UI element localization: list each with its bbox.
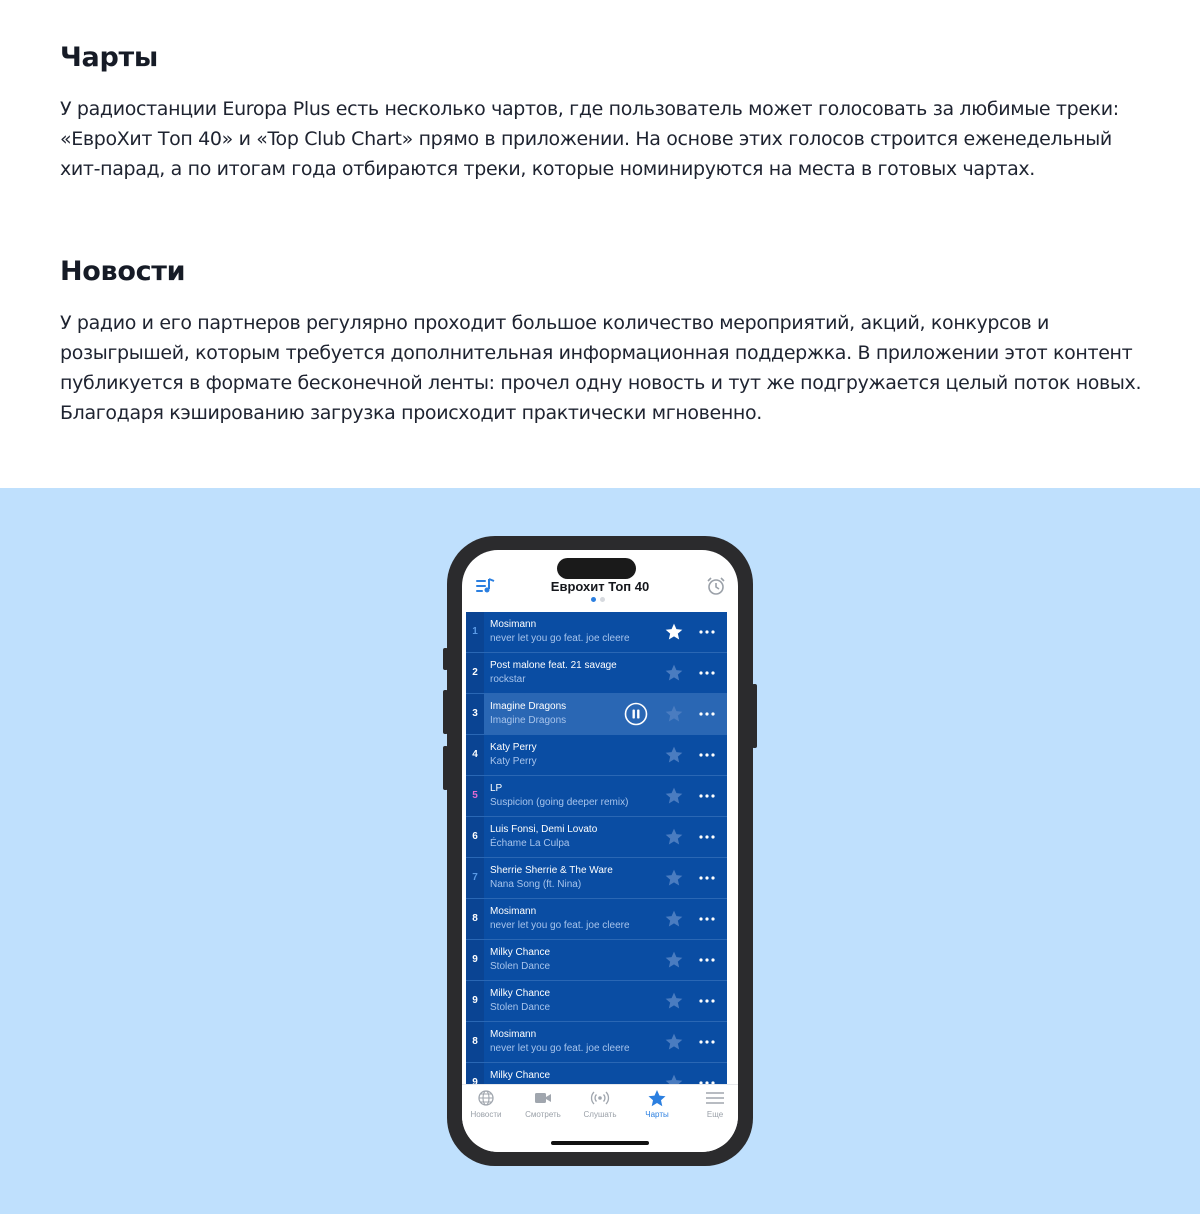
chart-row[interactable] bbox=[466, 899, 727, 940]
rank-column bbox=[466, 1063, 484, 1084]
tab-globe[interactable] bbox=[462, 1089, 514, 1119]
tab-label: Слушать bbox=[583, 1110, 617, 1119]
rank-number: 9 bbox=[472, 1077, 478, 1084]
more-options-icon[interactable] bbox=[698, 749, 716, 761]
home-indicator bbox=[551, 1141, 649, 1145]
tab-label: Чарты bbox=[645, 1110, 669, 1119]
vote-star-icon[interactable] bbox=[664, 909, 684, 929]
track-name: Stolen Dance bbox=[490, 961, 551, 972]
track-name: Suspicion (going deeper remix) bbox=[490, 797, 629, 808]
rank-number: 8 bbox=[472, 1036, 478, 1047]
chart-row[interactable] bbox=[466, 1022, 727, 1063]
artist-name: Luis Fonsi, Demi Lovato bbox=[490, 824, 598, 835]
charts-heading: Чарты bbox=[60, 42, 158, 73]
vote-star-icon[interactable] bbox=[664, 704, 684, 724]
chart-row[interactable] bbox=[466, 612, 727, 653]
vote-star-icon[interactable] bbox=[664, 868, 684, 888]
rank-column bbox=[466, 817, 484, 857]
charts-description: У радиостанции Europa Plus есть несколько чартов, где пользователь может голосовать за любимые треки: «ЕвроХит Топ 40» и «Top Club Chart» прямо в приложении. На основе этих голосов строится еженедельный хит-парад, а по итогам года отбираются треки, которые номинируются на места в готовых чартах. bbox=[60, 98, 1119, 180]
more-options-icon[interactable] bbox=[698, 1036, 716, 1048]
vote-star-icon[interactable] bbox=[664, 786, 684, 806]
vote-star-icon[interactable] bbox=[664, 745, 684, 765]
artist-name: Mosimann bbox=[490, 906, 537, 917]
artist-name: Katy Perry bbox=[490, 742, 537, 753]
rank-number: 5 bbox=[472, 790, 478, 801]
more-options-icon[interactable] bbox=[698, 913, 716, 925]
rank-column bbox=[466, 653, 484, 693]
more-options-icon[interactable] bbox=[698, 831, 716, 843]
page-dot-active bbox=[591, 597, 596, 602]
rank-column bbox=[466, 1022, 484, 1062]
rank-number: 1 bbox=[472, 626, 478, 637]
pause-icon[interactable] bbox=[624, 702, 648, 726]
rank-number: 9 bbox=[472, 995, 478, 1006]
more-options-icon[interactable] bbox=[698, 667, 716, 679]
more-options-icon[interactable] bbox=[698, 708, 716, 720]
track-name: never let you go feat. joe cleere bbox=[490, 920, 630, 931]
chart-row[interactable] bbox=[466, 858, 727, 899]
artist-name: Milky Chance bbox=[490, 988, 551, 999]
rank-number: 3 bbox=[472, 708, 478, 719]
rank-column bbox=[466, 940, 484, 980]
tab-label: Еще bbox=[706, 1110, 724, 1119]
rank-number: 7 bbox=[472, 872, 478, 883]
chart-row[interactable] bbox=[466, 817, 727, 858]
artist-name: Milky Chance bbox=[490, 1070, 551, 1081]
rank-number: 2 bbox=[472, 667, 478, 678]
tab-label: Новости bbox=[470, 1110, 502, 1119]
track-name: Échame La Culpa bbox=[490, 838, 570, 849]
rank-column bbox=[466, 735, 484, 775]
rank-column bbox=[466, 899, 484, 939]
rank-number: 6 bbox=[472, 831, 478, 842]
track-name: Nana Song (ft. Nina) bbox=[490, 879, 582, 890]
tab-video-camera[interactable] bbox=[515, 1089, 571, 1119]
artist-name: Milky Chance bbox=[490, 947, 551, 958]
tab-star[interactable] bbox=[629, 1089, 685, 1119]
more-options-icon[interactable] bbox=[698, 954, 716, 966]
chart-row[interactable] bbox=[466, 735, 727, 776]
track-name: Stolen Dance bbox=[490, 1002, 551, 1013]
tab-label: Смотреть bbox=[525, 1110, 561, 1119]
vote-star-icon[interactable] bbox=[664, 663, 684, 683]
phone-volume-down bbox=[443, 746, 448, 790]
artist-name: Mosimann bbox=[490, 1029, 537, 1040]
page-dot bbox=[600, 597, 605, 602]
chart-row[interactable] bbox=[466, 653, 727, 694]
more-options-icon[interactable] bbox=[698, 872, 716, 884]
artist-name: Post malone feat. 21 savage bbox=[490, 660, 617, 671]
artist-name: LP bbox=[490, 783, 503, 794]
chart-row[interactable] bbox=[466, 776, 727, 817]
broadcast-icon bbox=[590, 1089, 610, 1107]
chart-row[interactable] bbox=[466, 981, 727, 1022]
artist-name: Sherrie Sherrie & The Ware bbox=[490, 865, 613, 876]
more-options-icon[interactable] bbox=[698, 790, 716, 802]
vote-star-icon[interactable] bbox=[664, 991, 684, 1011]
tab-menu[interactable] bbox=[687, 1089, 738, 1119]
chart-row[interactable] bbox=[466, 1063, 727, 1084]
track-name: never let you go feat. joe cleere bbox=[490, 633, 630, 644]
vote-star-icon[interactable] bbox=[664, 950, 684, 970]
track-name: Katy Perry bbox=[490, 756, 537, 767]
menu-icon bbox=[705, 1089, 725, 1107]
rank-number: 4 bbox=[472, 749, 478, 760]
tab-broadcast[interactable] bbox=[572, 1089, 628, 1119]
track-name: rockstar bbox=[490, 674, 526, 685]
alarm-clock-icon[interactable] bbox=[706, 576, 726, 596]
rank-column bbox=[466, 981, 484, 1021]
chart-list[interactable] bbox=[466, 612, 727, 1084]
rank-number: 8 bbox=[472, 913, 478, 924]
rank-column bbox=[466, 858, 484, 898]
more-options-icon[interactable] bbox=[698, 1077, 716, 1084]
phone-screen bbox=[462, 550, 738, 1152]
artist-name: Imagine Dragons bbox=[490, 701, 567, 712]
app-header bbox=[462, 574, 738, 614]
rank-number: 9 bbox=[472, 954, 478, 965]
vote-star-icon[interactable] bbox=[664, 622, 684, 642]
track-name: never let you go feat. joe cleere bbox=[490, 1043, 630, 1054]
rank-column bbox=[466, 612, 484, 652]
more-options-icon[interactable] bbox=[698, 995, 716, 1007]
chart-title: Еврохит Топ 40 bbox=[550, 579, 650, 594]
rank-column bbox=[466, 776, 484, 816]
vote-star-icon[interactable] bbox=[664, 827, 684, 847]
vote-star-icon[interactable] bbox=[664, 1073, 684, 1084]
rank-column bbox=[466, 694, 484, 734]
artist-name: Mosimann bbox=[490, 619, 537, 630]
news-description: У радио и его партнеров регулярно проходит большое количество мероприятий, акций, конкурсов и розыгрышей, которым требуется дополнительная информационная поддержка. В приложении этот контент публикуется в формате бесконечной ленты: прочел одну новость и тут же подгружается целый поток новых. Благодаря кэшированию загрузка происходит практически мгновенно. bbox=[60, 312, 1142, 424]
vote-star-icon[interactable] bbox=[664, 1032, 684, 1052]
track-name: Imagine Dragons bbox=[490, 715, 567, 726]
video-camera-icon bbox=[533, 1089, 553, 1107]
page-indicator[interactable] bbox=[591, 597, 605, 602]
star-icon bbox=[647, 1089, 667, 1107]
globe-icon bbox=[476, 1089, 496, 1107]
phone-silent-switch bbox=[443, 648, 448, 670]
news-heading: Новости bbox=[60, 256, 186, 287]
phone-volume-up bbox=[443, 690, 448, 734]
more-options-icon[interactable] bbox=[698, 626, 716, 638]
chart-row[interactable] bbox=[466, 694, 727, 735]
phone-power-button bbox=[752, 684, 757, 748]
chart-row[interactable] bbox=[466, 940, 727, 981]
